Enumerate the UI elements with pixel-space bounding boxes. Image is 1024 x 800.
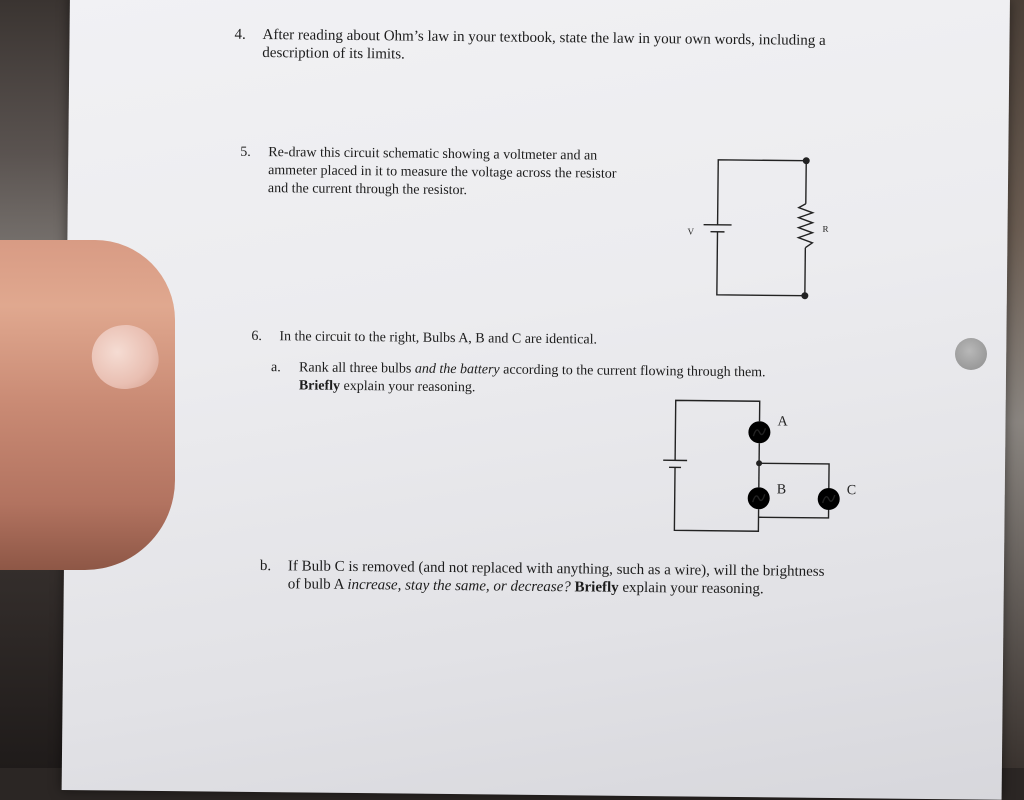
question-6a-line-1-end: according to the current flowing through them.: [500, 363, 766, 381]
question-6a-text: [299, 359, 766, 400]
bulb-circuit-wire-bottom: [674, 467, 759, 531]
question-5: [240, 144, 681, 209]
question-5-line-3: and the current through the resistor.: [268, 181, 467, 198]
question-5-line-2: ammeter placed in it to measure the voltage across the resistor: [268, 163, 616, 182]
bulb-b-label: B: [777, 482, 787, 497]
question-6b-text: [288, 557, 825, 599]
circuit-node-top: [803, 157, 810, 164]
worksheet-paper: [62, 0, 1010, 800]
question-6a-line-1-emphasis: and the battery: [415, 362, 500, 378]
question-4-number: 4.: [234, 26, 245, 44]
question-4-line-1: After reading about Ohm’s law in your textbook, state the law in your own words, including a: [262, 27, 825, 49]
question-6b-line-2-start: of bulb A: [288, 576, 348, 593]
wire-c-return: [759, 509, 829, 518]
circuit-diagram-bulbs: [662, 398, 883, 540]
question-5-number: 5.: [240, 144, 251, 162]
battery-label-v: V: [687, 226, 694, 236]
resistor-label-r: R: [822, 224, 828, 234]
question-6a: [271, 359, 871, 405]
bulb-b: [748, 487, 770, 509]
question-6a-line-2-rest: explain your reasoning.: [340, 379, 475, 395]
question-6b-letter: b.: [260, 557, 271, 575]
question-4: [234, 26, 874, 73]
question-4-line-2: description of its limits.: [262, 45, 405, 62]
question-6b-line-2-rest: explain your reasoning.: [619, 580, 764, 598]
bulb-circuit-wire-left: [675, 400, 760, 461]
question-6b-line-2-bold: Briefly: [571, 579, 619, 596]
resistor-symbol: [798, 204, 812, 248]
question-6b-line-1: If Bulb C is removed (and not replaced with anything, such as a wire), will the brightness: [288, 558, 825, 580]
question-5-line-1: Re-draw this circuit schematic showing a voltmeter and an: [268, 145, 597, 163]
binder-hole: [955, 338, 987, 370]
question-6a-line-1-start: Rank all three bulbs: [299, 360, 415, 376]
wire-branch-c: [759, 463, 829, 488]
circuit-node-bottom: [801, 292, 808, 299]
circuit-wire-bottom: [717, 232, 806, 296]
circuit-wire-top: [718, 160, 807, 226]
question-6: [251, 328, 771, 353]
circuit-diagram-resistor: [667, 154, 849, 306]
question-6a-letter: a.: [271, 359, 281, 377]
bulb-c: [818, 488, 840, 510]
thumb: [0, 240, 175, 570]
question-6b: [260, 557, 900, 604]
question-4-text: [262, 26, 826, 68]
bulb-a-label: A: [777, 414, 788, 429]
bulb-c-label: C: [847, 483, 857, 498]
question-6b-line-2-emphasis: increase, stay the same, or decrease?: [347, 577, 571, 595]
question-6-intro: In the circuit to the right, Bulbs A, B and C are identical.: [279, 328, 597, 349]
question-5-text: [268, 144, 617, 202]
question-6-number: 6.: [251, 328, 262, 346]
bulb-a: [748, 421, 770, 443]
question-6a-line-2-bold: Briefly: [299, 378, 340, 393]
